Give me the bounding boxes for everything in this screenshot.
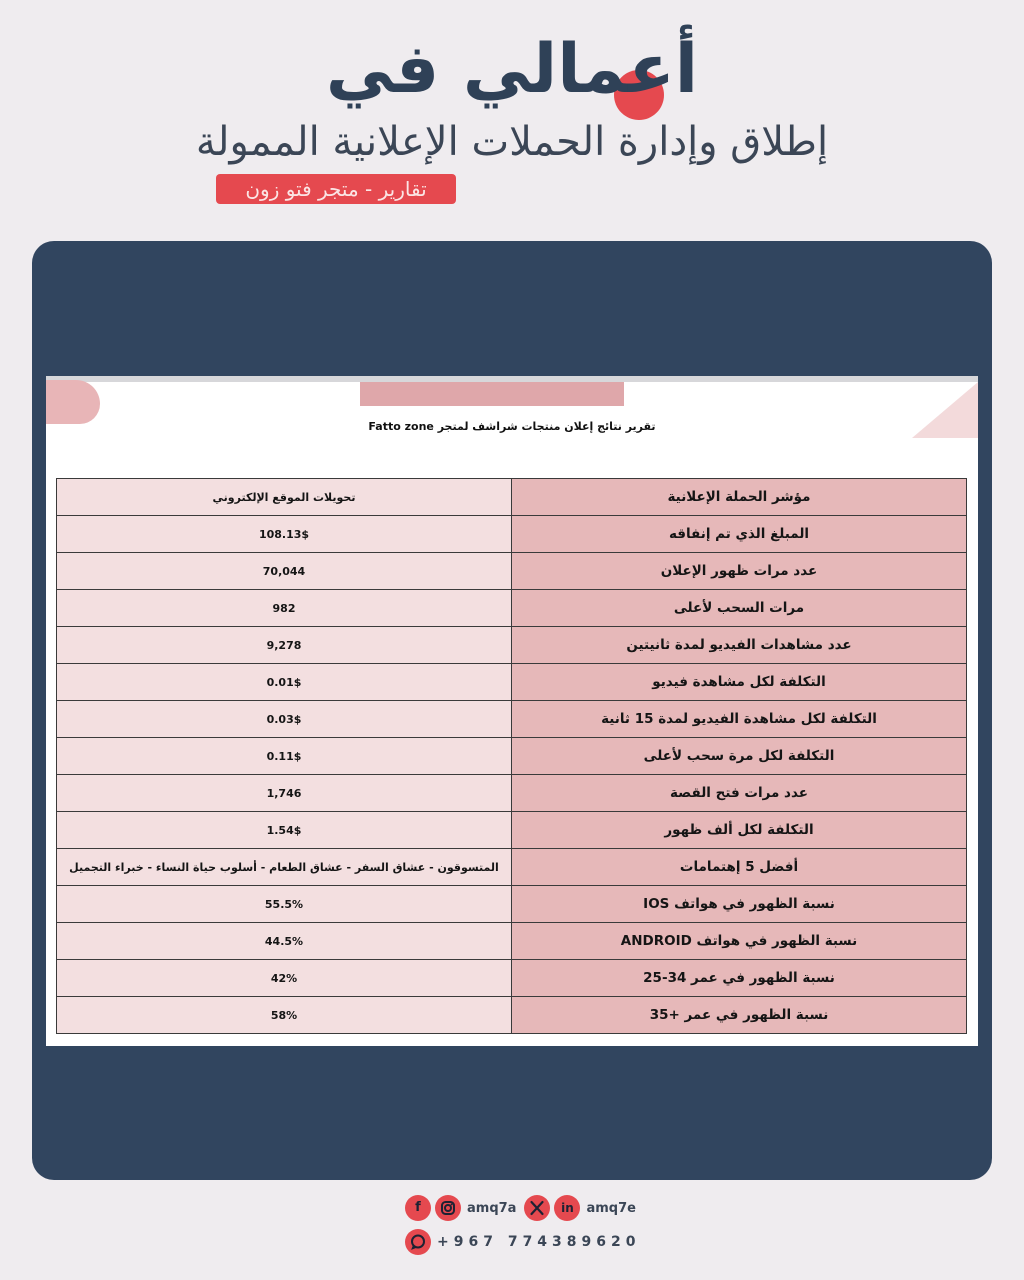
metric-label: التكلفة لكل مرة سحب لأعلى [512,738,967,775]
table-row [57,553,967,590]
metric-label: مرات السحب لأعلى [512,590,967,627]
metric-label: نسبة الظهور في هواتف ANDROID [512,923,967,960]
social-handle-2[interactable]: amq7e [586,1200,636,1216]
table-row [57,849,967,886]
table-row [57,997,967,1034]
metric-value: 1,746 [57,775,512,812]
category-tag: تقارير - متجر فتو زون [216,174,456,204]
metric-label: المبلغ الذي تم إنفاقه [512,516,967,553]
metric-label: عدد مرات ظهور الإعلان [512,553,967,590]
metric-value: 1.54$ [57,812,512,849]
metric-value: 0.11$ [57,738,512,775]
social-row [405,1194,640,1222]
metric-label: عدد مرات فتح القصة [512,775,967,812]
doc-header-band [360,382,624,406]
doc-caption: تقرير نتائج إعلان منتجات شراشف لمتجر Fatto zone [368,420,656,433]
page-subtitle: إطلاق وإدارة الحملات الإعلانية الممولة [195,119,829,165]
metric-value: 58% [57,997,512,1034]
metric-label: التكلفة لكل مشاهدة الفيديو لمدة 15 ثانية [512,701,967,738]
report-document [46,376,978,1046]
table-row [57,812,967,849]
header-title-block [0,20,1024,120]
table-row [57,516,967,553]
metric-value: 982 [57,590,512,627]
facebook-icon[interactable]: f [405,1195,431,1221]
metric-label: نسبة الظهور في هواتف IOS [512,886,967,923]
metric-label: نسبة الظهور في عمر 34-25 [512,960,967,997]
metric-value: 0.03$ [57,701,512,738]
metric-value: 55.5% [57,886,512,923]
metric-label: التكلفة لكل ألف ظهور [512,812,967,849]
metric-value: 44.5% [57,923,512,960]
table-row [57,664,967,701]
metric-value: 42% [57,960,512,997]
table-row [57,960,967,997]
table-row [57,479,967,516]
metric-value: 0.01$ [57,664,512,701]
metric-value: 70,044 [57,553,512,590]
contact-row [405,1228,641,1256]
table-row [57,775,967,812]
social-handle-1[interactable]: amq7a [467,1200,517,1216]
table-row [57,627,967,664]
metric-label: مؤشر الحملة الإعلانية [512,479,967,516]
metric-label: عدد مشاهدات الفيديو لمدة ثانيتين [512,627,967,664]
metric-value: المتسوقون - عشاق السفر - عشاق الطعام - أسلوب حياة النساء - خبراء التجميل [57,849,512,886]
metric-value: 9,278 [57,627,512,664]
table-row [57,738,967,775]
instagram-icon[interactable] [435,1195,461,1221]
table-row [57,590,967,627]
table-row [57,886,967,923]
metric-label: نسبة الظهور في عمر +35 [512,997,967,1034]
phone-number[interactable]: +967 774389620 [437,1234,641,1250]
metric-label: التكلفة لكل مشاهدة فيديو [512,664,967,701]
linkedin-icon[interactable]: in [554,1195,580,1221]
table-row [57,701,967,738]
table-row [57,923,967,960]
metric-value: 108.13$ [57,516,512,553]
x-icon[interactable] [524,1195,550,1221]
report-table [56,478,967,1034]
page-title: أعمالي في [325,30,699,109]
metric-value: تحويلات الموقع الإلكتروني [57,479,512,516]
whatsapp-icon[interactable] [405,1229,431,1255]
metric-label: أفضل 5 إهتمامات [512,849,967,886]
doc-decor-blob [46,380,100,424]
